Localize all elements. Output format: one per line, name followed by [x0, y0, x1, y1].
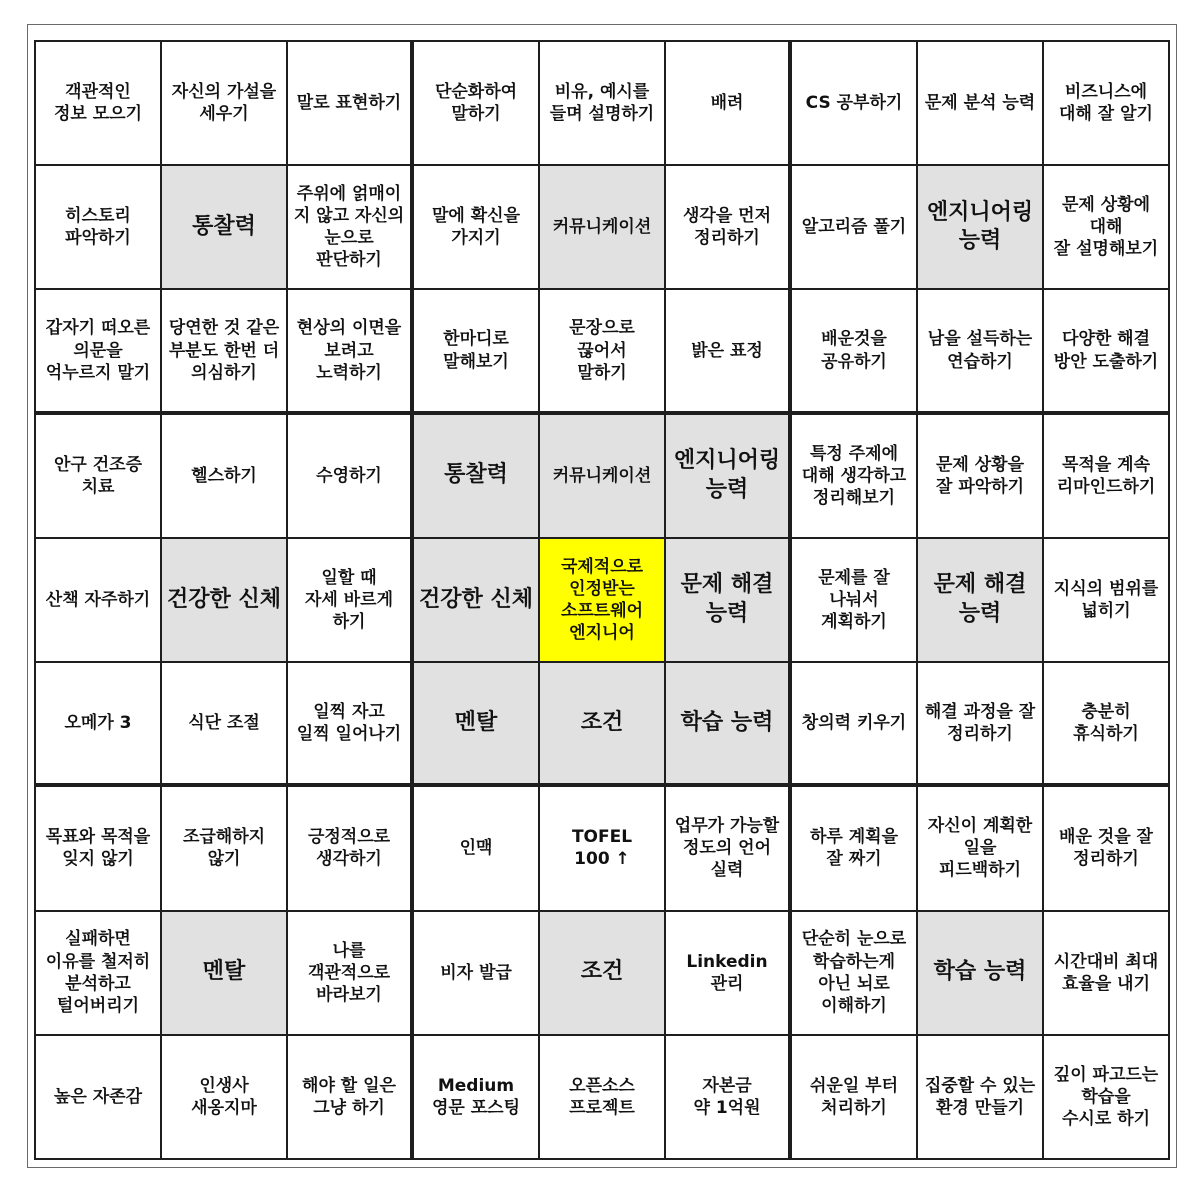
action-item-cell: 수영하기 [288, 415, 412, 537]
action-item-cell: Medium 영문 포스팅 [414, 1036, 538, 1158]
action-item-cell: 집중할 수 있는 환경 만들기 [918, 1036, 1042, 1158]
action-item-cell: 말에 확신을 가지기 [414, 166, 538, 288]
action-item-cell: 하루 계획을 잘 짜기 [792, 787, 916, 909]
action-item-cell: 특정 주제에 대해 생각하고 정리해보기 [792, 415, 916, 537]
action-item-cell: 창의력 키우기 [792, 663, 916, 785]
action-item-cell: CS 공부하기 [792, 42, 916, 164]
action-item-cell: TOFEL 100 ↑ [540, 787, 664, 909]
action-item-cell: 자신이 계획한 일을 피드백하기 [918, 787, 1042, 909]
action-item-cell: 나를 객관적으로 바라보기 [288, 912, 412, 1034]
action-item-cell: 배운 것을 잘 정리하기 [1044, 787, 1168, 909]
sub-goal-cell: 통찰력 [162, 166, 286, 288]
action-item-cell: 오메가 3 [36, 663, 160, 785]
sub-goal-cell: 통찰력 [414, 415, 538, 537]
action-item-cell: 다양한 해결 방안 도출하기 [1044, 290, 1168, 412]
sub-goal-cell: 조건 [540, 663, 664, 785]
sub-goal-cell: 조건 [540, 912, 664, 1034]
action-item-cell: 해결 과정을 잘 정리하기 [918, 663, 1042, 785]
sub-goal-cell: 멘탈 [414, 663, 538, 785]
action-item-cell: Linkedin 관리 [666, 912, 790, 1034]
action-item-cell: 쉬운일 부터 처리하기 [792, 1036, 916, 1158]
action-item-cell: 시간대비 최대 효율을 내기 [1044, 912, 1168, 1034]
action-item-cell: 주위에 얽매이 지 않고 자신의 눈으로 판단하기 [288, 166, 412, 288]
sub-goal-cell: 학습 능력 [666, 663, 790, 785]
action-item-cell: 인맥 [414, 787, 538, 909]
action-item-cell: 자본금 약 1억원 [666, 1036, 790, 1158]
action-item-cell: 일찍 자고 일찍 일어나기 [288, 663, 412, 785]
action-item-cell: 현상의 이면을 보려고 노력하기 [288, 290, 412, 412]
action-item-cell: 문장으로 끊어서 말하기 [540, 290, 664, 412]
action-item-cell: 깊이 파고드는 학습을 수시로 하기 [1044, 1036, 1168, 1158]
action-item-cell: 긍정적으로 생각하기 [288, 787, 412, 909]
mandalart-grid [34, 40, 1170, 1160]
action-item-cell: 히스토리 파악하기 [36, 166, 160, 288]
action-item-cell: 헬스하기 [162, 415, 286, 537]
action-item-cell: 해야 할 일은 그냥 하기 [288, 1036, 412, 1158]
sub-goal-cell: 학습 능력 [918, 912, 1042, 1034]
action-item-cell: 단순화하여 말하기 [414, 42, 538, 164]
action-item-cell: 안구 건조증 치료 [36, 415, 160, 537]
action-item-cell: 갑자기 떠오른 의문을 억누르지 말기 [36, 290, 160, 412]
action-item-cell: 식단 조절 [162, 663, 286, 785]
sub-goal-cell: 멘탈 [162, 912, 286, 1034]
action-item-cell: 배운것을 공유하기 [792, 290, 916, 412]
action-item-cell: 객관적인 정보 모으기 [36, 42, 160, 164]
action-item-cell: 높은 자존감 [36, 1036, 160, 1158]
action-item-cell: 산책 자주하기 [36, 539, 160, 661]
main-goal-cell: 국제적으로 인정받는 소프트웨어 엔지니어 [540, 539, 664, 661]
action-item-cell: 충분히 휴식하기 [1044, 663, 1168, 785]
action-item-cell: 자신의 가설을 세우기 [162, 42, 286, 164]
action-item-cell: 일할 때 자세 바르게 하기 [288, 539, 412, 661]
action-item-cell: 문제 상황을 잘 파악하기 [918, 415, 1042, 537]
action-item-cell: 오픈소스 프로젝트 [540, 1036, 664, 1158]
action-item-cell: 비즈니스에 대해 잘 알기 [1044, 42, 1168, 164]
sub-goal-cell: 커뮤니케이션 [540, 166, 664, 288]
sub-goal-cell: 엔지니어링 능력 [918, 166, 1042, 288]
action-item-cell: 인생사 새옹지마 [162, 1036, 286, 1158]
action-item-cell: 밝은 표정 [666, 290, 790, 412]
action-item-cell: 당연한 것 같은 부분도 한번 더 의심하기 [162, 290, 286, 412]
action-item-cell: 업무가 가능할 정도의 언어 실력 [666, 787, 790, 909]
action-item-cell: 조급해하지 않기 [162, 787, 286, 909]
action-item-cell: 단순히 눈으로 학습하는게 아닌 뇌로 이해하기 [792, 912, 916, 1034]
sub-goal-cell: 건강한 신체 [414, 539, 538, 661]
action-item-cell: 알고리즘 풀기 [792, 166, 916, 288]
action-item-cell: 남을 설득하는 연습하기 [918, 290, 1042, 412]
sub-goal-cell: 커뮤니케이션 [540, 415, 664, 537]
action-item-cell: 문제 상황에 대해 잘 설명해보기 [1044, 166, 1168, 288]
sub-goal-cell: 문제 해결 능력 [918, 539, 1042, 661]
action-item-cell: 목적을 계속 리마인드하기 [1044, 415, 1168, 537]
sub-goal-cell: 건강한 신체 [162, 539, 286, 661]
action-item-cell: 비유, 예시를 들며 설명하기 [540, 42, 664, 164]
action-item-cell: 문제를 잘 나눠서 계획하기 [792, 539, 916, 661]
action-item-cell: 실패하면 이유를 철저히 분석하고 털어버리기 [36, 912, 160, 1034]
action-item-cell: 생각을 먼저 정리하기 [666, 166, 790, 288]
action-item-cell: 한마디로 말해보기 [414, 290, 538, 412]
action-item-cell: 문제 분석 능력 [918, 42, 1042, 164]
action-item-cell: 목표와 목적을 잊지 않기 [36, 787, 160, 909]
action-item-cell: 배려 [666, 42, 790, 164]
action-item-cell: 말로 표현하기 [288, 42, 412, 164]
action-item-cell: 지식의 범위를 넓히기 [1044, 539, 1168, 661]
sub-goal-cell: 문제 해결 능력 [666, 539, 790, 661]
action-item-cell: 비자 발급 [414, 912, 538, 1034]
sub-goal-cell: 엔지니어링 능력 [666, 415, 790, 537]
